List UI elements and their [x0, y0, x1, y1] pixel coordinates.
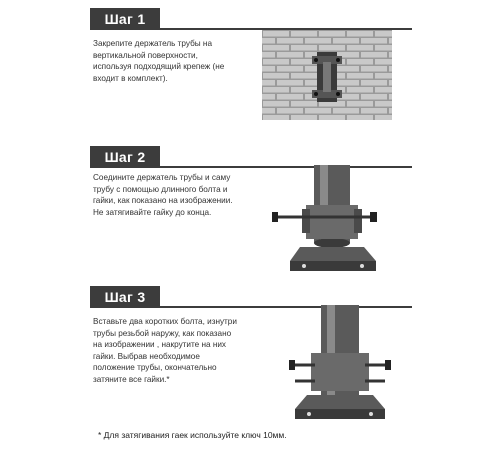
step-2-line: Соедините держатель трубы и саму	[93, 173, 231, 182]
step-1-line: входит в комплект).	[93, 73, 168, 83]
brick-wall-mount-illustration	[262, 30, 392, 120]
footnote: * Для затягивания гаек используйте ключ 10мм.	[98, 430, 287, 440]
step-3-line: затяните все гайки.*	[93, 374, 170, 384]
pipe-short-bolts-illustration	[285, 305, 395, 425]
step-1-label: Шаг 1	[90, 8, 160, 30]
step-1-header	[90, 8, 412, 30]
step-2-label: Шаг 2	[90, 146, 160, 168]
pipe-long-bolt-illustration	[272, 165, 392, 277]
step-3-line: трубы резьбой наружу, как показано	[93, 328, 232, 338]
step-1-line: используя подходящий крепеж (не	[93, 62, 225, 72]
step-3-line: положение трубы, окончательно	[93, 363, 217, 373]
step-3-label: Шаг 3	[90, 286, 160, 308]
step-2-line: Не затягивайте гайку до конца.	[93, 207, 212, 217]
step-3-line: гайки. Выбрав необходимое	[93, 351, 200, 361]
step-2-line: трубу с помощью длинного болта и	[93, 184, 228, 194]
step-1-description	[93, 38, 268, 84]
step-3-description	[93, 316, 278, 386]
step-1-line: Закрепите держатель трубы на	[93, 39, 212, 48]
step-2-line: гайки, как показано на изображении.	[93, 196, 233, 206]
step-1-line: вертикальной поверхности,	[93, 50, 198, 60]
step-3-line: на изображении , накрутите на них	[93, 340, 227, 350]
step-2-description	[93, 172, 273, 218]
step-3-line: Вставьте два коротких болта, изнутри	[93, 317, 237, 326]
